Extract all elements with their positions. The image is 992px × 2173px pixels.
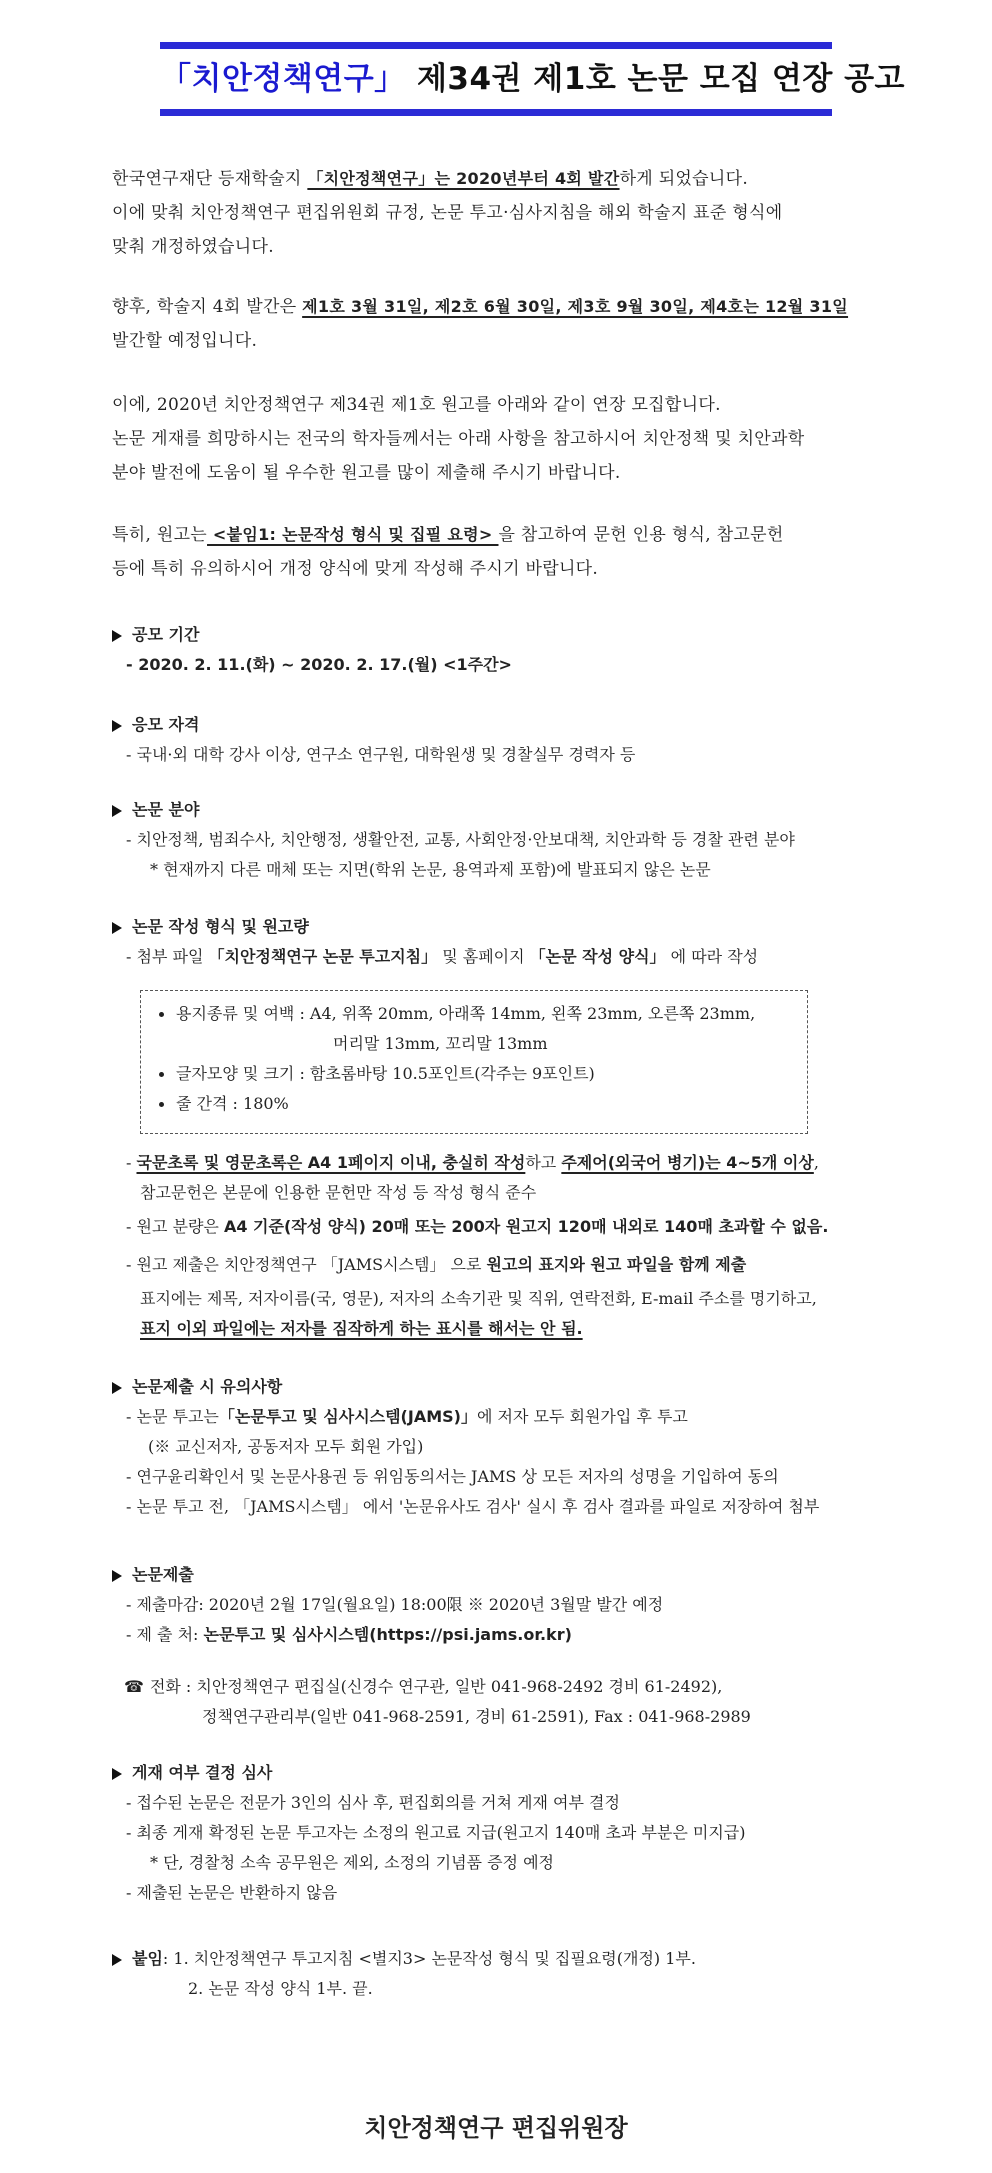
triangle-bullet-icon (112, 1570, 122, 1582)
section-period: 공모 기간 - 2020. 2. 11.(화) ~ 2020. 2. 17.(월) <1주간> (112, 620, 912, 680)
bullet-dot-icon (159, 1102, 164, 1107)
title-bottom-rule (160, 109, 832, 116)
triangle-bullet-icon (112, 630, 122, 642)
section-submission-notes: 논문제출 시 유의사항 - 논문 투고는「논문투고 및 심사시스템(JAMS)」에 저자 모두 회원가입 후 투고 (※ 교신저자, 공동저자 모두 회원 가입) - 연구윤리확인서 및 논문사용권 등 위임동의서는 JAMS 상 모든 저자의 성명을 기입하여 동의 - 논문 투고 전, 「JAMS시스템」 에서 '논문유사도 검사' 실시 후 검사 결과를 파일로 저장하여 첨부 (112, 1372, 912, 1522)
section-format-details: - 국문초록 및 영문초록은 A4 1페이지 이내, 충실히 작성하고 주제어(외국어 병기)는 4~5개 이상, 참고문헌은 본문에 인용한 문헌만 작성 등 작성 형식 준수 - 원고 분량은 A4 기준(작성 양식) 20매 또는 200자 원고지 120매 내외로 140매 초과할 수 없음. - 원고 제출은 치안정책연구 「JAMS시스템」 으로 원고의 표지와 원고 파일을 함께 제출 표지에는 제목, 저자이름(국, 영문), 저자의 소속기관 및 직위, 연락전화, E-mail 주소를 명기하고, 표지 이외 파일에는 저자를 짐작하게 하는 표시를 해서는 안 됨. (126, 1153, 829, 1338)
intro-paragraph-3: 이에, 2020년 치안정책연구 제34권 제1호 원고를 아래와 같이 연장 모집합니다. 논문 게재를 희망하시는 전국의 학자들께서는 아래 사항을 참고하시어 치안정책 및 치안과학 분야 발전에 도움이 될 우수한 원고를 많이 제출해 주시기 바랍니다. (112, 395, 805, 483)
intro-paragraph-2: 향후, 학술지 4회 발간은 제1호 3월 31일, 제2호 6월 30일, 제3호 9월 30일, 제4호는 12월 31일 발간할 예정입니다. (112, 297, 849, 351)
intro-paragraph-4: 특히, 원고는 <붙임1: 논문작성 형식 및 집필 요령> 을 참고하여 문헌 인용 형식, 참고문헌 등에 특히 유의하시어 개정 양식에 맞게 작성해 주시기 바랍니다. (112, 525, 784, 579)
intro-paragraph-1: 한국연구재단 등재학술지 「치안정책연구」는 2020년부터 4회 발간하게 되었습니다. 이에 맞춰 치안정책연구 편집위원회 규정, 논문 투고·심사지침을 해외 학술지 표준 형식에 맞춰 개정하였습니다. (112, 169, 783, 257)
triangle-bullet-icon (112, 1954, 122, 1966)
triangle-bullet-icon (112, 1768, 122, 1780)
section-field: 논문 분야 - 치안정책, 범죄수사, 치안행정, 생활안전, 교통, 사회안정·안보대책, 치안과학 등 경찰 관련 분야 * 현재까지 다른 매체 또는 지면(학위 논문, 용역과제 포함)에 발표되지 않은 논문 (112, 795, 912, 885)
signature: 치안정책연구 편집위원장 (364, 2114, 628, 2142)
triangle-bullet-icon (112, 922, 122, 934)
triangle-bullet-icon (112, 720, 122, 732)
section-review: 게재 여부 결정 심사 - 접수된 논문은 전문가 3인의 심사 후, 편집회의를 거쳐 게재 여부 결정 - 최종 게재 확정된 논문 투고자는 소정의 원고료 지급(원고지 140매 초과 부분은 미지급) * 단, 경찰청 소속 공무원은 제외, 소정의 기념품 증정 예정 - 제출된 논문은 반환하지 않음 (112, 1758, 912, 1908)
phone-icon: ☎ (124, 1677, 144, 1696)
format-spec-box: 용지종류 및 여백 : A4, 위쪽 20mm, 아래쪽 14mm, 왼쪽 23mm, 오른쪽 23mm, 머리말 13mm, 꼬리말 13mm 글자모양 및 크기 : 함초롬바탕 10.5포인트(각주는 9포인트) 줄 간격 : 180% (140, 990, 808, 1134)
triangle-bullet-icon (112, 1382, 122, 1394)
section-submission: 논문제출 - 제출마감: 2020년 2월 17일(월요일) 18:00限 ※ 2020년 3월말 발간 예정 - 제 출 처: 논문투고 및 심사시스템(https://psi.jams.or.kr) (112, 1560, 912, 1650)
title-block (160, 42, 906, 116)
section-qualification: 응모 자격 - 국내·외 대학 강사 이상, 연구소 연구원, 대학원생 및 경찰실무 경력자 등 (112, 710, 912, 770)
title-top-rule (160, 42, 832, 49)
triangle-bullet-icon (112, 805, 122, 817)
page-title: 「치안정책연구」 제34권 제1호 논문 모집 연장 공고 (160, 61, 906, 97)
section-attachment: 붙임: 1. 치안정책연구 투고지침 <별지3> 논문작성 형식 및 집필요령(개정) 1부. 2. 논문 작성 양식 1부. 끝. (112, 1944, 912, 2004)
bullet-dot-icon (159, 1072, 164, 1077)
section-format: 논문 작성 형식 및 원고량 - 첨부 파일 「치안정책연구 논문 투고지침」 및 홈페이지 「논문 작성 양식」 에 따라 작성 (112, 912, 912, 972)
bullet-dot-icon (159, 1012, 164, 1017)
contact-info: ☎ 전화 : 치안정책연구 편집실(신경수 연구관, 일반 041-968-2492 경비 61-2492), 정책연구관리부(일반 041-968-2591, 경비 61-2591), Fax : 041-968-2989 (124, 1672, 924, 1732)
